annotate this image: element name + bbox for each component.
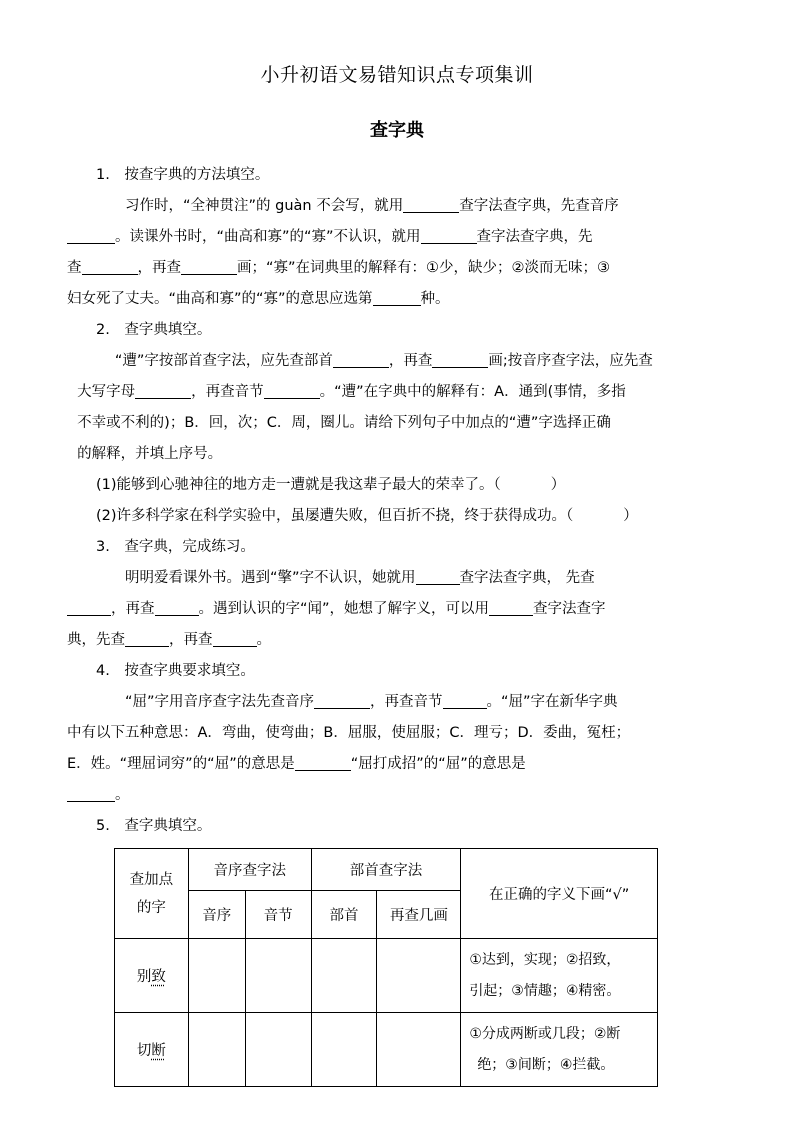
text: 。“屈”字在新华字典: [486, 694, 618, 710]
text: 。“遭”在字典中的解释有：A．通到(事情，多指: [319, 384, 626, 400]
text: 查字法查字: [533, 601, 606, 617]
text: 。读课外书时，“曲高和寡”的“寡”不认识，就用: [115, 229, 421, 245]
text: 查字法查字典，先查音序: [459, 198, 619, 214]
header-char: [115, 849, 189, 939]
text: 习作时，“全神贯注”的 guàn 不会写，就用: [125, 198, 404, 214]
answer-blank[interactable]: [489, 597, 533, 616]
q3-heading: 3. 查字典，完成练习。: [96, 539, 255, 555]
header-yinjie: 音节: [245, 891, 311, 939]
text: ）: [550, 477, 566, 493]
text: ，再查: [169, 632, 213, 648]
text: 种。: [420, 291, 450, 307]
text: 别: [136, 969, 152, 985]
answer-blank[interactable]: [314, 690, 370, 709]
cell-bushou[interactable]: [311, 939, 377, 1013]
answer-blank[interactable]: [67, 225, 115, 244]
answer-blank[interactable]: [181, 256, 237, 275]
table-row: [115, 1013, 658, 1087]
text: 的字: [136, 899, 166, 916]
text: (1)能够到心驰神往的地方走一遭就是我这辈子最大的荣幸了。（: [96, 477, 501, 493]
text: 查字法查字典， 先查: [459, 570, 595, 586]
text: 切: [136, 1043, 152, 1059]
text: 查加点: [129, 871, 174, 888]
page-title: 小升初语文易错知识点专项集训: [260, 64, 534, 86]
answer-blank[interactable]: [67, 597, 111, 616]
cell-definitions[interactable]: [461, 1013, 658, 1087]
text: ，再查音节: [191, 384, 264, 400]
text: ，再查音节: [370, 694, 443, 710]
answer-blank[interactable]: [155, 597, 199, 616]
text: ，再查: [388, 353, 433, 369]
text: 的解释，并填上序号。: [77, 446, 223, 462]
row-char: [115, 939, 189, 1013]
text: 妇女死了丈夫。“曲高和寡”的“寡”的意思应选第: [67, 291, 373, 307]
table-row: [115, 939, 658, 1013]
text: “遭”字按部首查字法，应先查部首: [114, 353, 333, 369]
cell-yinjie[interactable]: [245, 939, 311, 1013]
text: 画;按音序查字法，应先查: [488, 353, 653, 369]
answer-blank[interactable]: [264, 380, 320, 399]
text: “屈打成招”的“屈”的意思是: [350, 756, 526, 772]
answer-blank[interactable]: [373, 287, 421, 306]
header-yinxu-method: 音序查字法: [188, 849, 311, 891]
answer-blank[interactable]: [416, 566, 460, 585]
q2-sentence-2: [96, 501, 700, 532]
text: 。遇到认识的字“闻”，她想了解字义，可以用: [198, 601, 490, 617]
cell-zaicha[interactable]: [377, 1013, 461, 1087]
cell-yinxu[interactable]: [188, 1013, 245, 1087]
answer-blank[interactable]: [443, 690, 487, 709]
answer-blank[interactable]: [421, 225, 477, 244]
q2-heading: 2. 查字典填空。: [96, 322, 212, 338]
text: ，再查: [137, 260, 181, 276]
row-char: [115, 1013, 189, 1087]
answer-blank[interactable]: [125, 628, 169, 647]
answer-blank[interactable]: [213, 628, 257, 647]
text: ）: [623, 508, 638, 524]
q3-paragraph: [67, 563, 700, 656]
text: 大写字母: [77, 384, 136, 400]
answer-blank[interactable]: [333, 349, 389, 368]
text: 查字法查字典，先: [476, 229, 593, 245]
cell-yinjie[interactable]: [245, 1013, 311, 1087]
text: 。: [115, 787, 130, 803]
q2-paragraph: [77, 346, 700, 470]
dotted-char: 断: [151, 1043, 166, 1059]
text: 明明爱看课外书。遇到“擎”字不认识，她就用: [125, 570, 416, 586]
cell-definitions[interactable]: [461, 939, 658, 1013]
q1-paragraph: [67, 191, 700, 315]
text: ①达到，实现；②招致，: [469, 951, 621, 968]
answer-blank[interactable]: [82, 256, 138, 275]
text: “屈”字用音序查字法先查音序: [125, 694, 315, 710]
cell-zaicha[interactable]: [377, 939, 461, 1013]
text: 不幸或不利的)；B．回，次；C．周，圈儿。请给下列句子中加点的“遭”字选择正确: [77, 415, 611, 431]
answer-blank[interactable]: [135, 380, 191, 399]
answer-blank[interactable]: [432, 349, 488, 368]
answer-blank[interactable]: [67, 783, 115, 802]
text: E．姓。“理屈词穷”的“屈”的意思是: [67, 756, 295, 772]
q1-heading: 1. 按查字典的方法填空。: [96, 167, 270, 183]
q2-sentence-1: [96, 470, 700, 501]
text: 查: [67, 260, 82, 276]
cell-yinxu[interactable]: [188, 939, 245, 1013]
text: ①分成两断或几段；②断: [469, 1025, 621, 1042]
lookup-table: [114, 848, 658, 1087]
text: 画；“寡”在词典里的解释有：①少，缺少；②淡而无味；③: [237, 260, 611, 276]
q4-heading: 4. 按查字典要求填空。: [96, 663, 255, 679]
dotted-char: 致: [151, 969, 166, 985]
header-bushou: 部首: [311, 891, 377, 939]
text: 引起；③情趣；④精密。: [469, 982, 621, 999]
answer-blank[interactable]: [403, 194, 459, 213]
text: 中有以下五种意思：A．弯曲，使弯曲；B．屈服，使屈服；C．理亏；D．委曲，冤枉；: [67, 725, 631, 741]
header-meaning: 在正确的字义下画“√”: [461, 849, 658, 939]
cell-bushou[interactable]: [311, 1013, 377, 1087]
text: 典，先查: [67, 632, 125, 648]
header-zaicha: 再查几画: [377, 891, 461, 939]
answer-blank[interactable]: [295, 752, 351, 771]
text: 绝；③间断；④拦截。: [477, 1056, 615, 1073]
text: 。: [256, 632, 271, 648]
text: (2)许多科学家在科学实验中，虽屡遭失败，但百折不挠，终于获得成功。（: [96, 508, 574, 524]
text: ，再查: [111, 601, 155, 617]
page-subtitle: 查字典: [370, 120, 424, 141]
q5-heading: 5. 查字典填空。: [96, 818, 212, 834]
header-bushou-method: 部首查字法: [311, 849, 461, 891]
q4-paragraph: [67, 687, 700, 811]
header-yinxu: 音序: [188, 891, 245, 939]
question-body: [67, 160, 700, 842]
